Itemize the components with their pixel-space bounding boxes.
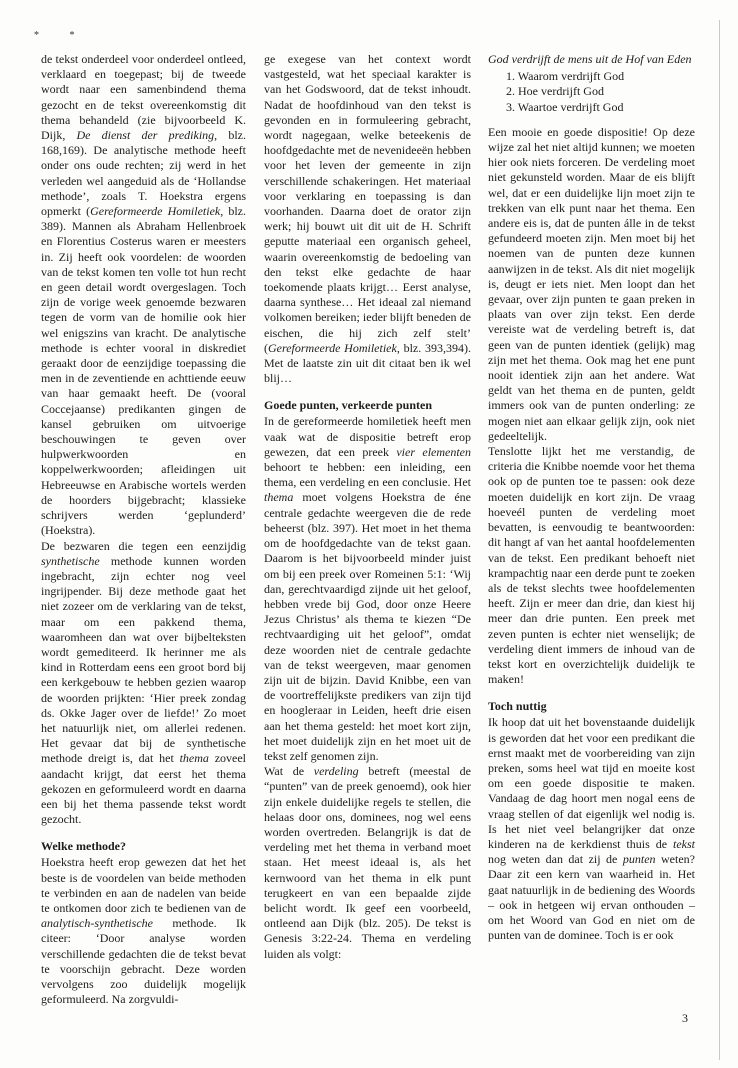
paragraph: Wat de verdeling betreft (meestal de “punten” van de preek genoemd), ook hier zijn enkele duidelijke regels te stellen, die helaas door ons, dominees, nog wel eens worden overtreden. Belangrijk is dat de verdeling met het thema in verband moet staan. Het meest ideaal is, als het kernwoord van het thema in elk punt terugkeert en van een bepaalde zijde belicht wordt. Ik geef een voorbeeld, ontleend aan Dijk (blz. 205). De tekst is Genesis 3:22-24. Thema en verdeling luiden als volgt: — [264, 764, 471, 961]
column-1 — [41, 52, 246, 1007]
list-item: 3. Waartoe verdrijft God — [506, 99, 624, 114]
paragraph: In de gereformeerde homiletiek heeft men vaak wat de dispositie betreft erop gewezen, dat een preek vier elementen behoort te hebben: een inleiding, een thema, een verdeling en een conclusie. Het thema moet volgens Hoekstra de éne centrale gedachte weergeven die de rede beheerst (blz. 397). Het moet in het thema om de hoofdgedachte van de tekst gaan. Daarom is het bijvoorbeeld minder juist om bij een preek over Romeinen 5:1: ‘Wij dan, gerechtvaardigd zijnde uit het geloof, hebben vrede bij God, door onze Heere Jezus Christus’ als thema te kiezen “De rechtvaardiging uit het geloof”, omdat deze woorden niet de centrale gedachte van de tekst weergeven, maar genomen zijn uit de bijzin. David Knibbe, een van de voortreffelijkste predikers van zijn tijd en hoogleraar in Leiden, heeft drie eisen aan het thema gesteld: het moet kort zijn, het moet duidelijk zijn en het moet uit de tekst zelf genomen zijn. — [264, 414, 472, 763]
column-3 — [488, 52, 695, 943]
page-number: 3 — [682, 1011, 688, 1025]
list-item: 2. Hoe verdrijft God — [506, 84, 604, 99]
paragraph: Hoekstra heeft erop gewezen dat het het beste is de voordelen van beide methoden te verbinden en aan de nadelen van beide te ontkomen door zich te bedienen van de analytisch-synthetische methode. Ik citeer: ‘Door analyse worden verschillende gedachten die de tekst bevat te voorschijn gebracht. Deze worden vervolgens zoo duidelijk mogelijk geformuleerd. Na zorgvuldi- — [41, 855, 246, 1007]
paragraph: Een mooie en goede dispositie! Op deze wijze zal het niet altijd kunnen; we moeten hier ook niets forceren. De verdeling moet niet gekunsteld worden. Maar de eis blijft wel, dat er een duidelijke lijn moet zijn te trekken van elk punt naar het thema. Een andere eis is, dat de punten álle in de tekst gefundeerd moeten zijn. Men moet bij het noemen van de punten deze kunnen aanwijzen in de tekst. Als dit niet mogelijk is, deugt er iets niet. Men loopt dan het gevaar, over zijn punten te gaan preken in plaats van over zijn tekst. Een derde vereiste wat de verdeling betreft is, dat geen van de punten identiek (gelijk) mag zijn met het thema. Ook mag het ene punt nooit identiek zijn aan het andere. Wat geldt van het thema en de punten, geldt immers ook van de punten onderling: ze mogen niet aan elkaar gelijk zijn, ook niet gedeeltelijk. — [488, 124, 695, 443]
paragraph: De bezwaren die tegen een eenzijdig synthetische methode kunnen worden ingebracht, zijn echter nog veel ingrijpender. Bij deze methode gaat het niet zozeer om de verklaring van de tekst, maar om een pakkend thema, waaromheen dan wat over bijbelteksten wordt gemediteerd. Ik herinner me als kind in Rotterdam eens een groot bord bij een kerkgebouw te hebben gezien waarop de woorden prijkten: ‘Hier preek zondag ds. Okke Jager over de liefde!’ Zo moet het natuurlijk niet, om allerlei redenen. Het gevaar dat bij de synthetische methode dreigt is, dat het thema zoveel aandacht krijgt, dat eerst het thema gekozen en geformuleerd wordt en daarna een bij het thema passende tekst wordt gezocht. — [41, 538, 247, 827]
section-heading-toch-nuttig: Toch nuttig — [488, 699, 547, 714]
example-division-list — [488, 69, 695, 115]
paragraph: Tenslotte lijkt het me verstandig, de criteria die Knibbe noemde voor het thema ook op de punten toe te passen: ook deze moeten duidelijk en kort zijn. De vraag hoeveél punten de verdeling moet bevatten, is eenvoudig te beantwoorden: dit hangt af van het aantal hoofdelementen van de tekst. Een predikant behoeft niet krampachtig naar een derde punt te zoeken als de tekst slechts twee hoofdelementen heeft. Zijn er meer dan drie, dan kiest hij meer dan drie punten. Een preek met zeven punten is echter niet wenselijk; de verdeling dient immers de inhoud van de tekst kort en overzichtelijk duidelijk te maken! — [488, 444, 695, 687]
list-item: 1. Waarom verdrijft God — [506, 69, 625, 84]
example-theme-title: God verdrijft de mens uit de Hof van Eden — [488, 52, 692, 66]
column-2 — [264, 52, 471, 962]
scan-edge-line — [719, 20, 720, 1060]
paragraph: Ik hoop dat uit het bovenstaande duidelijk is geworden dat het voor een predikant die ernst maakt met de voorbereiding van zijn preken, soms heel wat tijd en moeite kost om een goede dispositie te maken. Vandaag de dag hoort men nogal eens de vraag stellen of dat eigenlijk wel nodig is. Is het niet veel belangrijker dat onze kinderen na de kerkdienst thuis de tekst nog weten dan dat zij de punten weten? Daar zit een kern van waarheid in. Het gaat natuurlijk in de bediening des Woords – ook in hetgeen wij ervan onthouden – om het Woord van God en niet om de punten van de dominee. Toch is er ook — [488, 715, 695, 943]
section-heading-goede-punten: Goede punten, verkeerde punten — [264, 398, 432, 413]
corner-marks: * * — [34, 30, 89, 41]
section-heading-welke-methode: Welke methode? — [41, 839, 126, 854]
paragraph: ge exegese van het context wordt vastgesteld, wat het speciaal karakter is van het Godswoord, dat de tekst inhoudt. Nadat de hoofdinhoud van den tekst is gevonden en in formuleering gebracht, wordt nagegaan, welke beteekenis de hoofdgedachte met de nevenideeën hebben voor het leven der gemeente in zijn verschillende schakeringen. Het materiaal voor verklaring en toepassing is dan voorhanden. Daarna doet de orator zijn werk; hij bouwt uit dit uit de H. Schrift geputte materiaal een organisch geheel, waarin overeenkomstig de bedoeling van den tekst elke gedachte de haar toekomende plaats krijgt… Eerst analyse, daarna synthese… Het ideaal zal niemand volkomen bereiken; ieder blijft beneden de eischen, die hij zich zelf stelt’ (Gereformeerde Homiletiek, blz. 393,394). Met de laatste zin uit dit citaat ben ik wel blij… — [264, 52, 472, 386]
paragraph: de tekst onderdeel voor onderdeel ontleed, verklaard en toegepast; bij de tweede wordt naar een samenbindend thema gezocht en de tekst overeenkomstig dit thema behandeld (zie bijvoorbeeld K. Dijk, De dienst der prediking, blz. 168,169). De analytische methode heeft onder ons oude rechten; zij werd in het verleden wel aangeduid als de ‘Hollandse methode’, zoals T. Hoekstra ergens opmerkt (Gereformeerde Homiletiek, blz. 389). Mannen als Abraham Hellenbroek en Florentius Costerus waren er meesters in. Zij heeft ook voordelen: de woorden van de tekst komen ten volle tot hun recht en geen detail wordt overgeslagen. Toch zijn de vorige week genoemde bezwaren tegen de vorm van de homilie ook hier wel enigszins van kracht. De analytische methode is echter vooral in diskrediet geraakt door de eenzijdige toepassing die men in de zeventiende en achttiende eeuw van haar gemaakt heeft. De (vooral Coccejaanse) predikanten gingen de kansel gebruiken om uitvoerige beschouwingen te geven over hulpwerkwoorden en koppelwerkwoorden; afleidingen uit Hebreeuwse en Arabische wortels werden de hoorders bijgebracht; klassieke schrijvers werden ‘geplunderd’ (Hoekstra). — [41, 52, 246, 538]
